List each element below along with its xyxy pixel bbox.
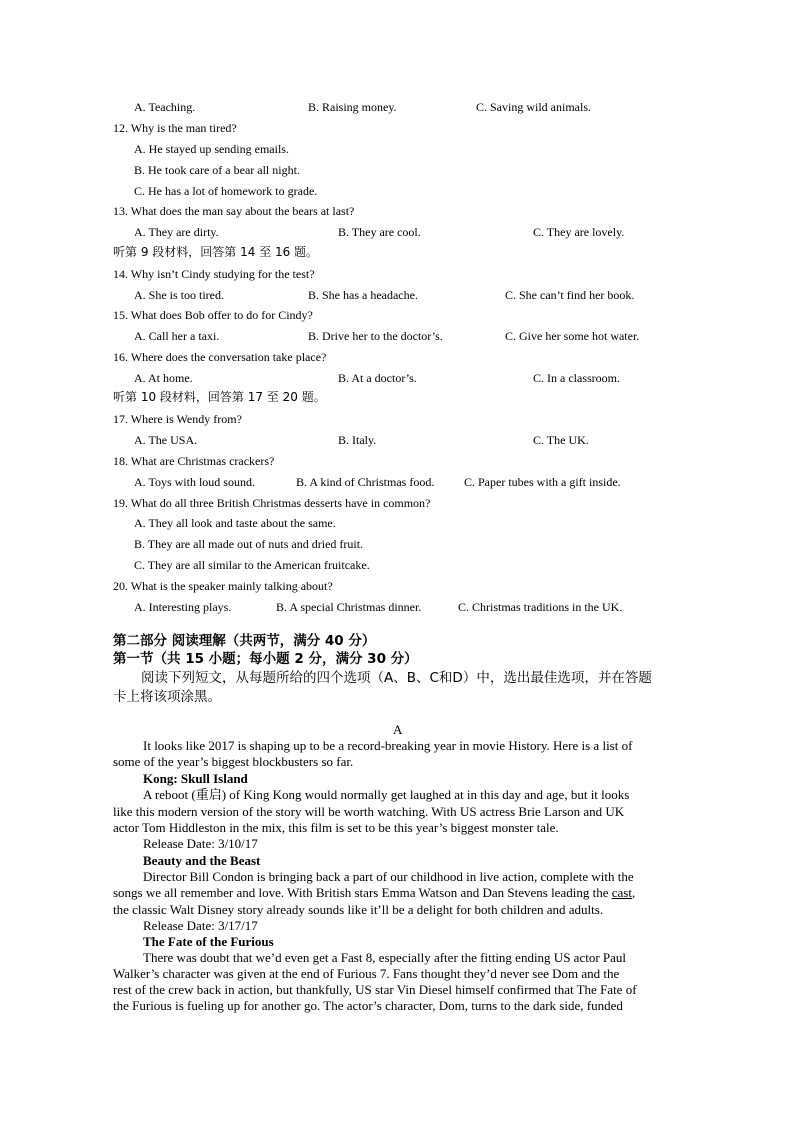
q18-option-c: C. Paper tubes with a gift inside. bbox=[464, 475, 621, 489]
q19-option-c: C. They are all similar to the American fruitcake. bbox=[134, 558, 370, 572]
q18-stem: 18. What are Christmas crackers? bbox=[113, 454, 275, 468]
reading-instruction-line-2: 卡上将该项涂黑。 bbox=[113, 689, 221, 705]
q15-option-c: C. Give her some hot water. bbox=[505, 329, 640, 343]
q14-option-c: C. She can’t find her book. bbox=[505, 288, 635, 302]
q14-stem: 14. Why isn’t Cindy studying for the test? bbox=[113, 267, 315, 281]
underlined-word-cast: cast bbox=[611, 885, 632, 900]
q12-stem: 12. Why is the man tired? bbox=[113, 121, 237, 135]
kong-release-date: Release Date: 3/10/17 bbox=[143, 836, 258, 851]
kong-line-3: actor Tom Hiddleston in the mix, this film is set to be this year’s biggest monster tale. bbox=[113, 820, 559, 835]
fate-line-2: Walker’s character was given at the end of Furious 7. Fans thought they’d never see Dom and the bbox=[113, 966, 620, 981]
q14-option-b: B. She has a headache. bbox=[308, 288, 418, 302]
beauty-title: Beauty and the Beast bbox=[143, 853, 261, 868]
q15-option-b: B. Drive her to the doctor’s. bbox=[308, 329, 443, 343]
kong-line-2: like this modern version of the story will be worth watching. With US actress Brie Larson and UK bbox=[113, 804, 625, 819]
beauty-line-2-end: , bbox=[631, 885, 636, 900]
beauty-release-date: Release Date: 3/17/17 bbox=[143, 918, 258, 933]
q12-option-a: A. He stayed up sending emails. bbox=[134, 142, 289, 156]
q16-option-a: A. At home. bbox=[134, 371, 193, 385]
q17-stem: 17. Where is Wendy from? bbox=[113, 412, 242, 426]
intro-line-1: It looks like 2017 is shaping up to be a record-breaking year in movie History. Here is a list of bbox=[143, 738, 633, 753]
q13-stem: 13. What does the man say about the bears at last? bbox=[113, 204, 355, 218]
beauty-line-3: the classic Walt Disney story already sounds like it’ll be a delight for both children and adults. bbox=[113, 902, 604, 917]
q20-option-b: B. A special Christmas dinner. bbox=[276, 600, 422, 614]
q15-stem: 15. What does Bob offer to do for Cindy? bbox=[113, 308, 313, 322]
q17-option-a: A. The USA. bbox=[134, 433, 198, 447]
q19-option-a: A. They all look and taste about the same. bbox=[134, 516, 336, 530]
text9-instruction: 听第 9 段材料，回答第 14 至 16 题。 bbox=[113, 245, 319, 259]
q13-option-b: B. They are cool. bbox=[338, 225, 421, 239]
fate-line-1: There was doubt that we’d even get a Fast 8, especially after the fitting ending US actor Paul bbox=[143, 950, 627, 965]
reading-instruction-line-1: 阅读下列短文，从每题所给的四个选项（A、B、C和D）中，选出最佳选项，并在答题 bbox=[141, 670, 652, 686]
q11-option-b: B. Raising money. bbox=[308, 100, 397, 114]
q11-option-a: A. Teaching. bbox=[134, 100, 196, 114]
q12-option-c: C. He has a lot of homework to grade. bbox=[134, 184, 318, 198]
passage-label: A bbox=[393, 722, 403, 737]
q16-option-c: C. In a classroom. bbox=[533, 371, 620, 385]
kong-line-1: A reboot (重启) of King Kong would normally get laughed at in this day and age, but it looks bbox=[143, 787, 630, 802]
fate-line-3: rest of the crew back in action, but thankfully, US star Vin Diesel himself confirmed that The Fate of bbox=[113, 982, 637, 997]
kong-title: Kong: Skull Island bbox=[143, 771, 248, 786]
text10-instruction: 听第 10 段材料，回答第 17 至 20 题。 bbox=[113, 390, 326, 404]
q13-option-c: C. They are lovely. bbox=[533, 225, 625, 239]
q19-stem: 19. What do all three British Christmas desserts have in common? bbox=[113, 496, 431, 510]
q13-option-a: A. They are dirty. bbox=[134, 225, 219, 239]
beauty-line-2-text: songs we all remember and love. With British stars Emma Watson and Dan Stevens leading the bbox=[113, 885, 612, 900]
q20-option-a: A. Interesting plays. bbox=[134, 600, 232, 614]
q15-option-a: A. Call her a taxi. bbox=[134, 329, 220, 343]
q18-option-a: A. Toys with loud sound. bbox=[134, 475, 255, 489]
q14-option-a: A. She is too tired. bbox=[134, 288, 224, 302]
q16-stem: 16. Where does the conversation take place? bbox=[113, 350, 327, 364]
intro-line-2: some of the year’s biggest blockbusters so far. bbox=[113, 754, 354, 769]
beauty-line-2 bbox=[113, 885, 635, 901]
q20-stem: 20. What is the speaker mainly talking about? bbox=[113, 579, 333, 593]
part-two-heading: 第二部分 阅读理解（共两节，满分 40 分） bbox=[113, 633, 376, 649]
q18-option-b: B. A kind of Christmas food. bbox=[296, 475, 435, 489]
section-one-heading: 第一节（共 15 小题；每小题 2 分，满分 30 分） bbox=[113, 651, 418, 667]
beauty-line-1: Director Bill Condon is bringing back a part of our childhood in live action, complete with the bbox=[143, 869, 634, 884]
q20-option-c: C. Christmas traditions in the UK. bbox=[458, 600, 623, 614]
fate-line-4: the Furious is fueling up for another go. The actor’s character, Dom, turns to the dark side, funded bbox=[113, 998, 623, 1013]
q17-option-b: B. Italy. bbox=[338, 433, 377, 447]
fate-title: The Fate of the Furious bbox=[143, 934, 274, 949]
q17-option-c: C. The UK. bbox=[533, 433, 589, 447]
q12-option-b: B. He took care of a bear all night. bbox=[134, 163, 300, 177]
q11-option-c: C. Saving wild animals. bbox=[476, 100, 591, 114]
q16-option-b: B. At a doctor’s. bbox=[338, 371, 417, 385]
q19-option-b: B. They are all made out of nuts and dried fruit. bbox=[134, 537, 364, 551]
